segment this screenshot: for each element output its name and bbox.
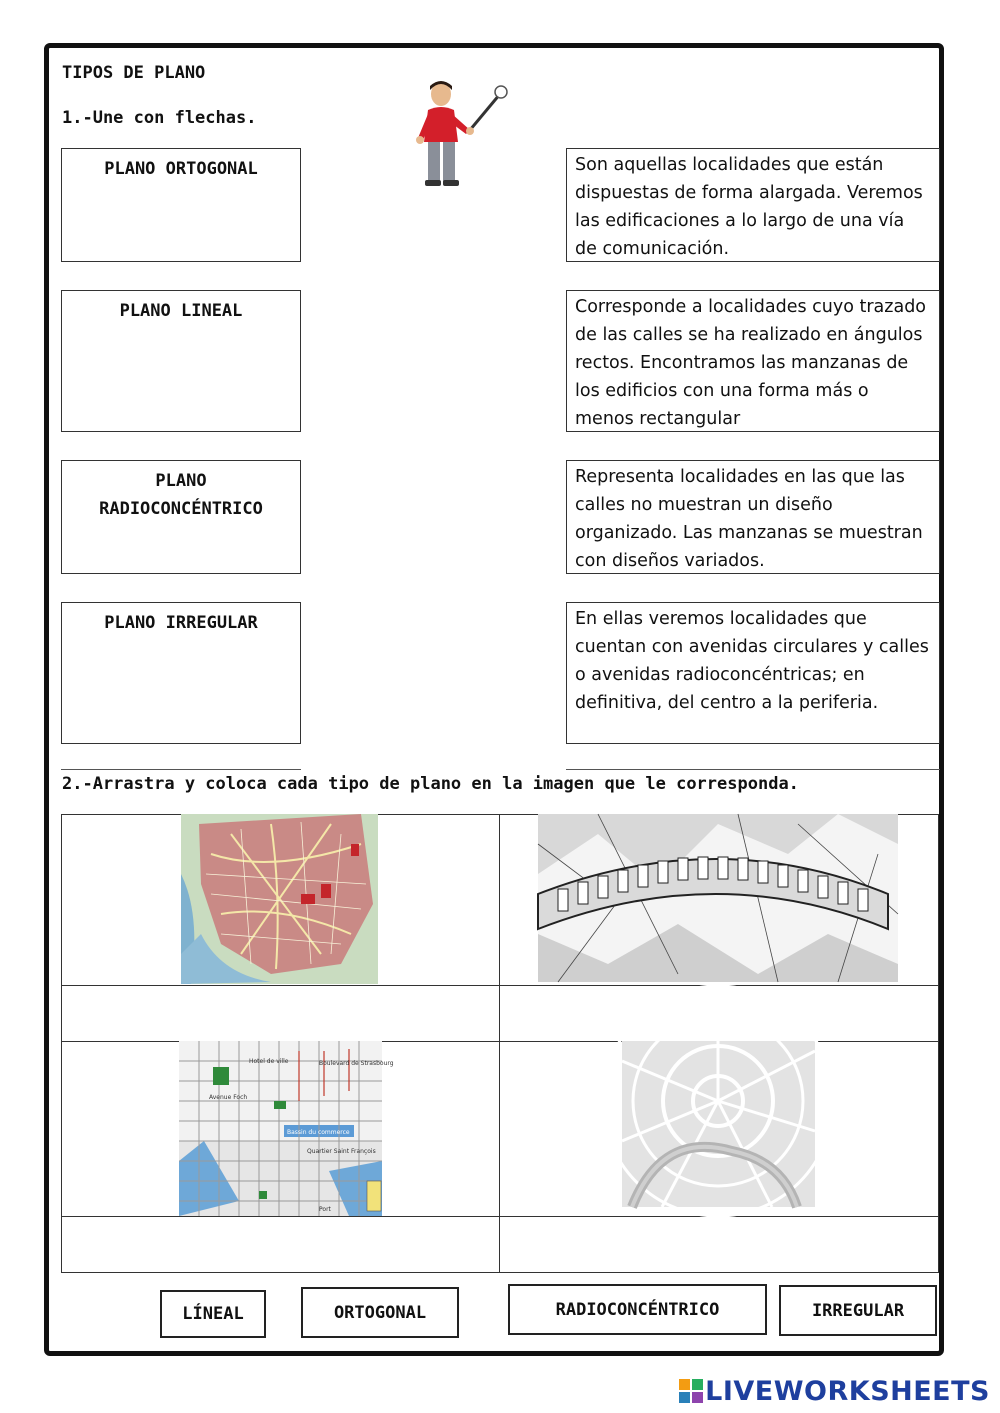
chip-ortogonal[interactable]: ORTOGONAL <box>301 1287 459 1338</box>
separator-right <box>566 769 940 770</box>
exercise2-instruction: 2.-Arrastra y coloca cada tipo de plano en la imagen que le corresponda. <box>62 774 799 794</box>
map-ortogonal-label-port: Port <box>319 1206 331 1213</box>
map-lineal-image <box>538 814 898 982</box>
drop-zone-4[interactable] <box>499 1216 939 1273</box>
liveworksheets-logo-icon <box>679 1379 703 1403</box>
worksheet-title: TIPOS DE PLANO <box>62 63 206 83</box>
match-left-ortogonal[interactable]: PLANO ORTOGONAL <box>61 148 301 262</box>
map-ortogonal-label-boulevard: Boulevard de Strasbourg <box>319 1060 394 1067</box>
exercise1-instruction: 1.-Une con flechas. <box>62 108 257 128</box>
brand-text: LIVEWORKSHEETS <box>705 1376 990 1407</box>
map-ortogonal-image <box>179 1041 394 1216</box>
map-ortogonal-label-avenue: Avenue Foch <box>209 1094 248 1101</box>
map-irregular-image <box>181 814 378 984</box>
map-ortogonal-label-bassin: Bassin du commerce <box>287 1129 350 1136</box>
drop-zone-1[interactable] <box>61 985 500 1042</box>
match-left-lineal[interactable]: PLANO LINEAL <box>61 290 301 432</box>
drop-zone-3[interactable] <box>61 1216 500 1273</box>
liveworksheets-logo <box>679 1376 990 1407</box>
chip-radioconcentrico[interactable]: RADIOCONCÉNTRICO <box>508 1284 767 1335</box>
map-ortogonal-label-hotel: Hotel de ville <box>249 1058 289 1065</box>
match-right-4[interactable]: En ellas veremos localidades que cuentan con avenidas circulares y calles o avenidas radioconcéntricas; en definitiva, del centro a la periferia. <box>566 602 940 744</box>
map-ortogonal-label-quartier: Quartier Saint François <box>307 1148 376 1155</box>
map-radioconcentrico-image <box>622 1041 815 1207</box>
chip-lineal[interactable]: LÍNEAL <box>160 1290 266 1338</box>
match-right-3[interactable]: Representa localidades en las que las calles no muestran un diseño organizado. Las manzanas se muestran con diseños variados. <box>566 460 940 574</box>
match-right-2[interactable]: Corresponde a localidades cuyo trazado de las calles se ha realizado en ángulos rectos. Encontramos las manzanas de los edificios con una forma más o menos rectangular <box>566 290 940 432</box>
match-left-radioconcentrico[interactable]: PLANO RADIOCONCÉNTRICO <box>61 460 301 574</box>
match-left-irregular[interactable]: PLANO IRREGULAR <box>61 602 301 744</box>
match-right-1[interactable]: Son aquellas localidades que están dispuestas de forma alargada. Veremos las edificaciones a lo largo de una vía de comunicación. <box>566 148 940 262</box>
teacher-illustration <box>408 80 513 192</box>
separator-left <box>61 769 301 770</box>
chip-irregular[interactable]: IRREGULAR <box>779 1285 937 1336</box>
drop-zone-2[interactable] <box>499 985 939 1042</box>
